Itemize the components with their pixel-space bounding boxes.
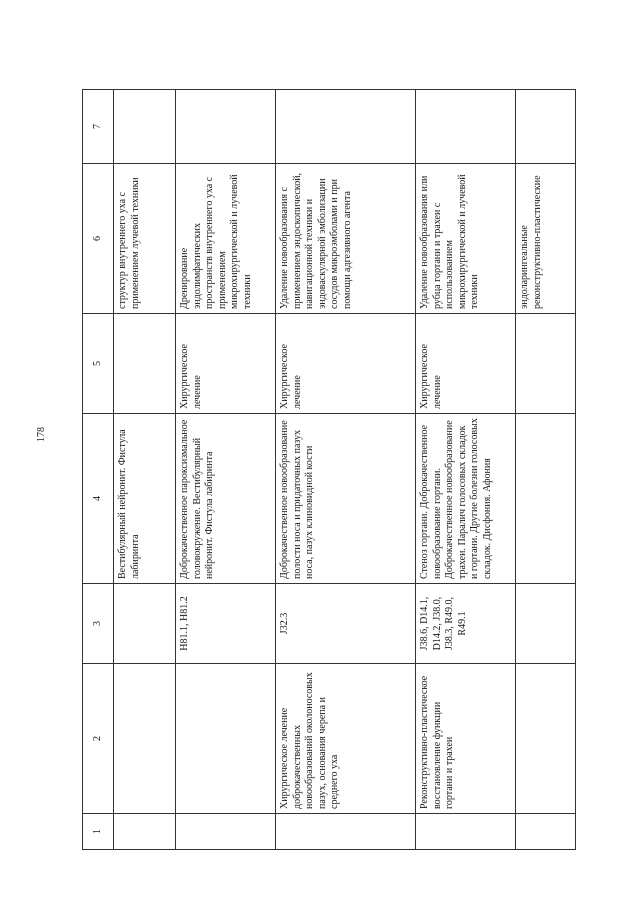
cell-col-6: Дренирование эндолимфатических пространств внутреннего уха с применением микрохирургической и лучевой техники <box>176 164 276 314</box>
cell-col-4: Доброкачественное новообразование полости носа и придаточных пазух носа, пазух клиновидной кости <box>276 414 416 584</box>
cell-col-4: Доброкачественное пароксизмальное головокружение. Вестибулярный нейронит. Фистула лабиринта <box>176 414 276 584</box>
cell-col-7 <box>176 90 276 164</box>
cell-col-6: структур внутреннего уха с применением лучевой техники <box>114 164 176 314</box>
cell-col-4: Стеноз гортани. Доброкачественное новообразование гортани. Доброкачественное новообразование трахеи. Паралич голосовых складок и гортани. Другие болезни голосовых складок. Дисфония. Афония <box>416 414 516 584</box>
cell-col-3: H81.1, H81.2 <box>176 584 276 664</box>
header-col-1: 1 <box>83 814 114 850</box>
cell-col-2: Хирургическое лечение доброкачественных новообразований околоносовых пазух, основания черепа и среднего уха <box>276 664 416 814</box>
table-row <box>516 90 576 850</box>
cell-col-7 <box>114 90 176 164</box>
cell-col-3: J32.3 <box>276 584 416 664</box>
header-col-4: 4 <box>83 414 114 584</box>
cell-col-5 <box>516 314 576 414</box>
cell-col-7 <box>516 90 576 164</box>
cell-col-2 <box>176 664 276 814</box>
page-number: 178 <box>36 427 47 442</box>
cell-col-6: Удаление новообразования с применением эндоскопической, навигационной техники и эндоваскулярной эмболизации сосудов микроэмболами и при помощи адгезивного агента <box>276 164 416 314</box>
cell-col-1 <box>176 814 276 850</box>
table-row <box>114 90 176 850</box>
cell-col-4 <box>516 414 576 584</box>
header-col-5: 5 <box>83 314 114 414</box>
cell-col-1 <box>516 814 576 850</box>
table-row <box>176 90 276 850</box>
cell-col-7 <box>416 90 516 164</box>
cell-col-2 <box>516 664 576 814</box>
cell-col-7 <box>276 90 416 164</box>
cell-col-4: Вестибулярный нейронит. Фистула лабиринта <box>114 414 176 584</box>
cell-col-5: Хирургическое лечение <box>416 314 516 414</box>
header-col-3: 3 <box>83 584 114 664</box>
header-col-7: 7 <box>83 90 114 164</box>
cell-col-3 <box>516 584 576 664</box>
cell-col-1 <box>416 814 516 850</box>
cell-col-3 <box>114 584 176 664</box>
medical-procedures-table <box>82 89 576 850</box>
cell-col-3: J38.6, D14.1, D14.2, J38.0, J38.3, R49.0, R49.1 <box>416 584 516 664</box>
cell-col-5: Хирургическое лечение <box>176 314 276 414</box>
header-col-6: 6 <box>83 164 114 314</box>
rotated-table-container <box>82 90 632 850</box>
header-row <box>83 90 114 850</box>
cell-col-6: эндоларингеальные реконструктивно-пластические <box>516 164 576 314</box>
cell-col-2 <box>114 664 176 814</box>
cell-col-1 <box>276 814 416 850</box>
table-row <box>276 90 416 850</box>
header-col-2: 2 <box>83 664 114 814</box>
cell-col-6: Удаление новообразования или рубца гортани и трахеи с использованием микрохирургической и лучевой техники <box>416 164 516 314</box>
cell-col-5 <box>114 314 176 414</box>
table-row <box>416 90 516 850</box>
cell-col-1 <box>114 814 176 850</box>
cell-col-5: Хирургическое лечение <box>276 314 416 414</box>
cell-col-2: Реконструктивно-пластическое восстановление функции гортани и трахеи <box>416 664 516 814</box>
